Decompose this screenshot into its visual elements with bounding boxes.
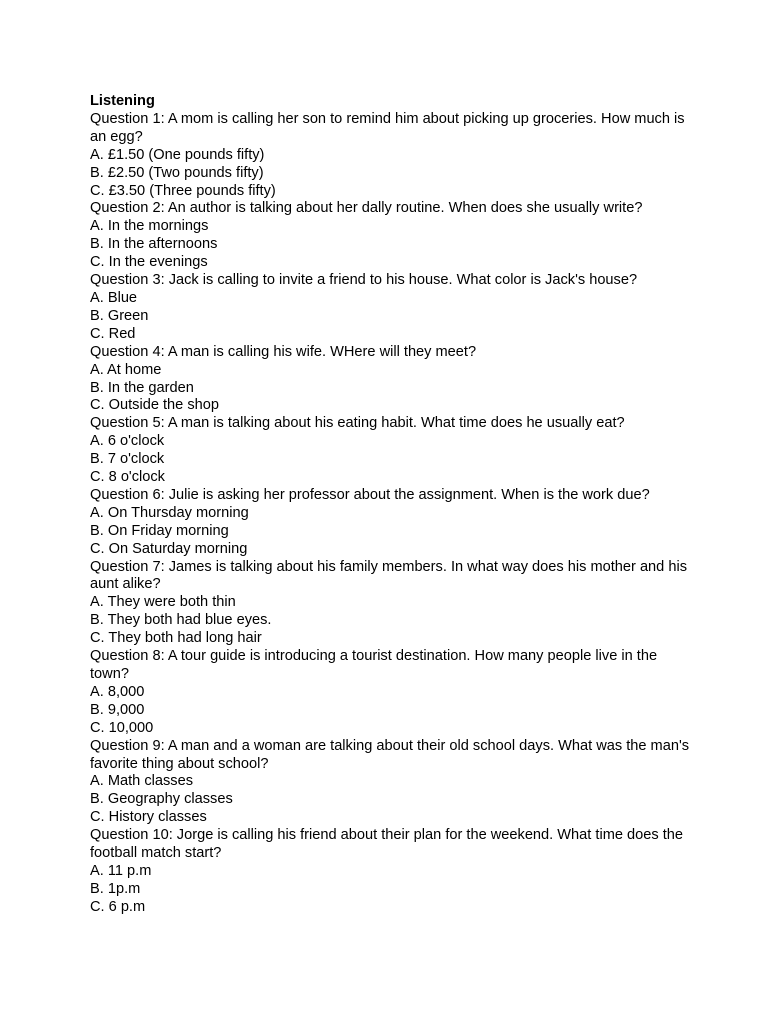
question-1-option-a: A. £1.50 (One pounds fifty) [90,146,265,163]
question-7-option-b: B. They both had blue eyes. [90,612,272,629]
question-3-option-a: A. Blue [90,289,138,306]
question-6 [90,487,690,559]
question-4-option-b: B. In the garden [90,379,194,396]
question-1 [90,111,690,201]
question-3-option-c: C. Red [90,325,136,342]
question-4 [90,344,690,416]
question-2-option-b: B. In the afternoons [90,236,218,253]
question-9-option-c: C. History classes [90,809,207,826]
question-3-option-b: B. Green [90,307,149,324]
question-9-prompt: Question 9: A man and a woman are talking about their old school days. What was the man's favorite thing about school? [90,737,690,772]
question-9-option-a: A. Math classes [90,773,194,790]
question-9-option-b: B. Geography classes [90,791,233,808]
question-6-option-b: B. On Friday morning [90,522,229,539]
question-9 [90,738,690,828]
question-5-prompt: Question 5: A man is talking about his eating habit. What time does he usually eat? [90,415,625,432]
question-10-option-c: C. 6 p.m [90,898,146,915]
question-10-prompt: Question 10: Jorge is calling his friend about their plan for the weekend. What time does the football match start? [90,827,684,862]
question-5-option-c: C. 8 o'clock [90,469,165,486]
question-3 [90,272,690,344]
question-3-prompt: Question 3: Jack is calling to invite a friend to his house. What color is Jack's house? [90,272,638,289]
question-8-prompt: Question 8: A tour guide is introducing a tourist destination. How many people live in the town? [90,648,658,682]
question-8-option-c: C. 10,000 [90,719,154,736]
question-1-prompt: Question 1: A mom is calling her son to remind him about picking up groceries. How much is an egg? [90,110,685,145]
question-7-prompt: Question 7: James is talking about his family members. In what way does his mother and his aunt alike? [90,558,687,593]
question-10-option-b: B. 1p.m [90,880,141,897]
question-1-option-c: C. £3.50 (Three pounds fifty) [90,182,276,199]
question-8-option-b: B. 9,000 [90,701,145,718]
question-10 [90,827,690,917]
question-10-option-a: A. 11 p.m [90,862,152,879]
question-5-option-b: B. 7 o'clock [90,451,165,468]
question-6-option-a: A. On Thursday morning [90,504,249,521]
question-6-prompt: Question 6: Julie is asking her professor about the assignment. When is the work due? [90,486,650,503]
question-2-option-c: C. In the evenings [90,254,208,271]
question-8-option-a: A. 8,000 [90,683,145,700]
question-5-option-a: A. 6 o'clock [90,433,165,450]
question-7-option-a: A. They were both thin [90,594,236,611]
question-1-option-b: B. £2.50 (Two pounds fifty) [90,164,264,181]
question-4-option-c: C. Outside the shop [90,397,219,414]
question-8 [90,648,690,738]
question-2-prompt: Question 2: An author is talking about her dally routine. When does she usually write? [90,200,643,217]
question-4-option-a: A. At home [90,361,162,378]
section-heading: Listening [90,93,155,109]
document-page [90,93,690,917]
question-4-prompt: Question 4: A man is calling his wife. WHere will they meet? [90,343,477,360]
question-5 [90,415,690,487]
question-7 [90,559,690,649]
question-2-option-a: A. In the mornings [90,218,209,235]
question-2 [90,200,690,272]
question-6-option-c: C. On Saturday morning [90,540,248,557]
question-7-option-c: C. They both had long hair [90,630,262,647]
